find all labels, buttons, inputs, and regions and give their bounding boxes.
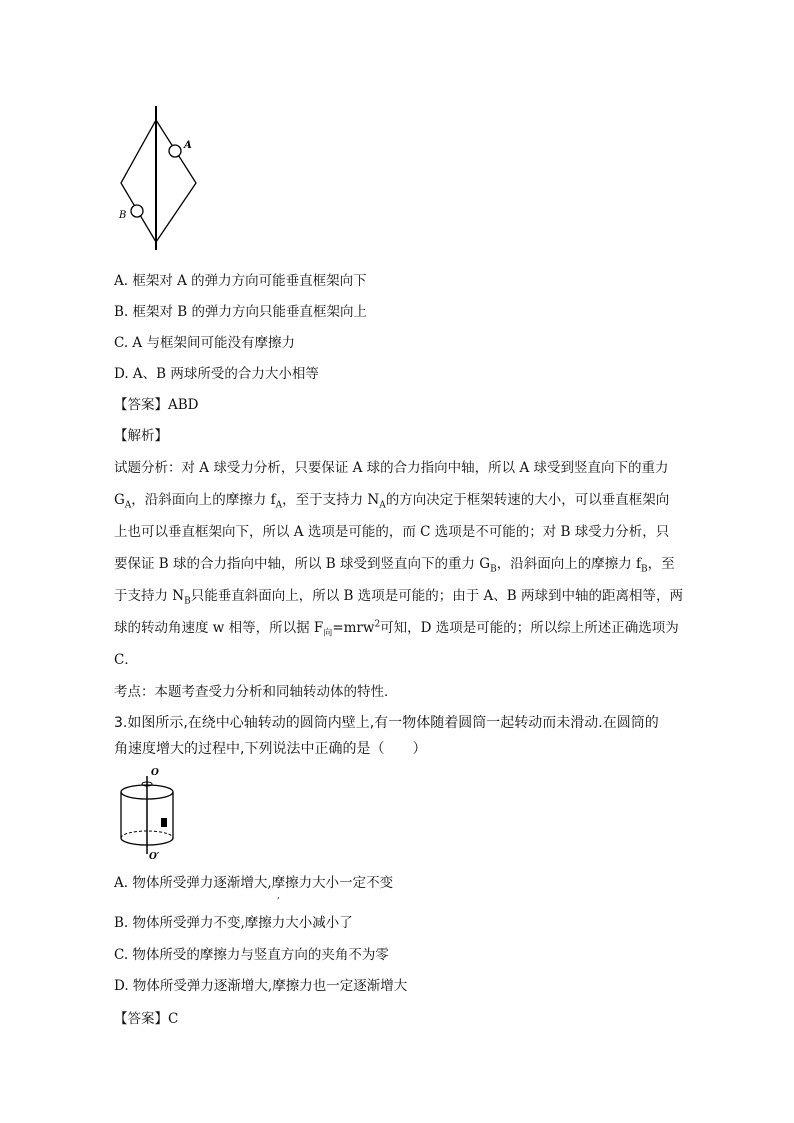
label-o-bottom: O′ xyxy=(149,852,160,862)
ball-a xyxy=(169,145,181,157)
analysis-line-3: 上也可以垂直框架向下，所以 A 选项是可能的，而 C 选项是不可能的；对 B 球受力分析，只 xyxy=(114,524,670,540)
analysis-heading: 【解析】 xyxy=(114,428,168,444)
label-o-top: O xyxy=(151,768,159,778)
q3-stem-line-2: 角速度增大的过程中,下列说法中正确的是（ ） xyxy=(114,741,427,757)
rhombus-frame xyxy=(121,120,196,242)
q2-option-c: C. A 与框架间可能没有摩擦力 xyxy=(114,335,295,351)
analysis-line-2: $G_A$，沿斜面向上的摩擦力 $f_A$，至于支持力 $N_A$的方向决定于框架转速的大小，可以垂直框架向 xyxy=(114,492,670,511)
cylinder-figure xyxy=(114,766,184,862)
block-on-wall xyxy=(161,818,167,827)
q2-option-a: A. 框架对 A 的弹力方向可能垂直框架向下 xyxy=(114,273,367,289)
analysis-line-1: 试题分析：对 A 球受力分析，只要保证 A 球的合力指向中轴，所以 A 球受到竖直向下的重力 xyxy=(114,460,669,476)
q3-stem-line-1: 3.如图所示,在绕中心轴转动的圆筒内壁上,有一物体随着圆筒一起转动而未滑动.在圆筒的 xyxy=(114,715,659,731)
label-a: A xyxy=(184,140,192,151)
label-b: B xyxy=(119,210,127,221)
analysis-line-6: 球的转动角速度 w 相等，所以据 $F_向=mrw^2$可知，D 选项是可能的；所以综上所述正确选项为 xyxy=(114,619,679,639)
kaodian-note: 考点：本题考查受力分析和同轴转动体的特性． xyxy=(114,684,398,700)
analysis-line-4: 要保证 B 球的合力指向中轴，所以 B 球受到竖直向下的重力 $G_B$，沿斜面向上的摩擦力 $f_B$，至 xyxy=(114,556,675,575)
analysis-line-7: C． xyxy=(114,652,138,668)
stray-mark: , xyxy=(277,891,280,901)
q3-option-d: D. 物体所受弹力逐渐增大,摩擦力也一定逐渐增大 xyxy=(114,978,408,994)
analysis-line-5: 于支持力 $N_B$只能垂直斜面向上，所以 B 选项是可能的；由于 A、B 两球到中轴的距离相等，两 xyxy=(114,588,683,607)
q3-option-c: C. 物体所受的摩擦力与竖直方向的夹角不为零 xyxy=(114,947,389,963)
q3-option-b: B. 物体所受弹力不变,摩擦力大小减小了 xyxy=(114,915,353,931)
q2-option-d: D. A、B 两球所受的合力大小相等 xyxy=(114,366,319,382)
q3-option-a: A. 物体所受弹力逐渐增大,摩擦力大小一定不变 xyxy=(114,875,394,891)
q2-option-b: B. 框架对 B 的弹力方向只能垂直框架向上 xyxy=(114,304,368,320)
q3-answer: 【答案】C xyxy=(114,1011,179,1027)
q2-answer: 【答案】ABD xyxy=(114,397,199,413)
rhombus-frame-figure xyxy=(112,104,202,254)
ball-b xyxy=(131,205,143,217)
